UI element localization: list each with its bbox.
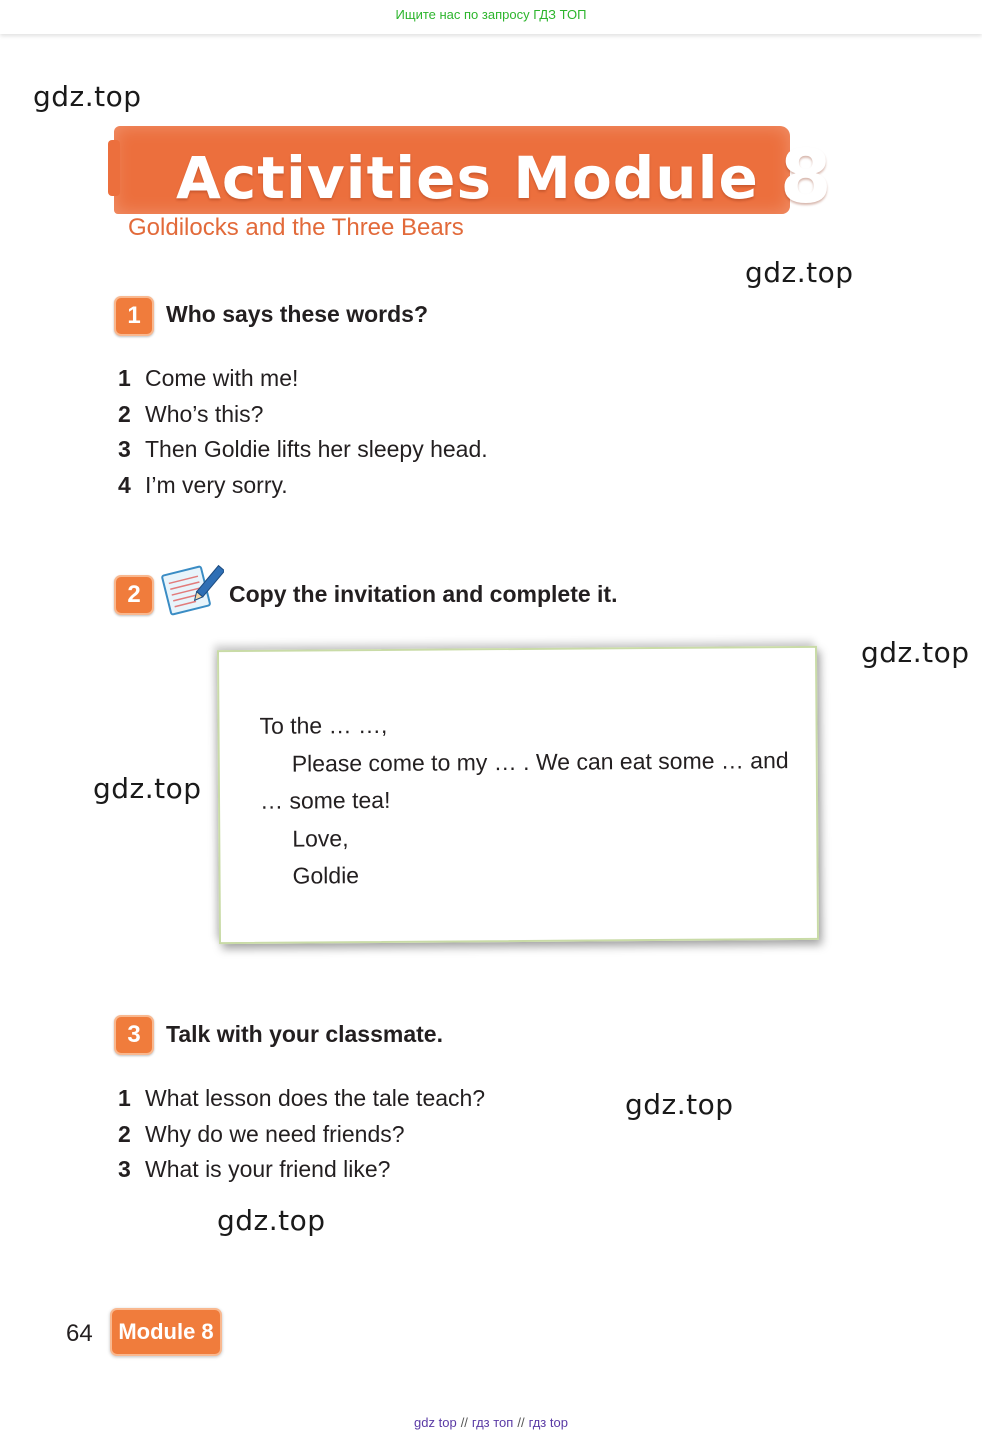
item-text: I’m very sorry.	[145, 471, 288, 498]
item-number: 3	[118, 436, 131, 463]
item-number: 1	[118, 1085, 131, 1111]
page-title	[176, 130, 833, 220]
module-tab: Module 8	[110, 1308, 222, 1356]
item-text: What is your friend like?	[145, 1156, 391, 1183]
list-item	[118, 1085, 485, 1121]
exercise-3-badge: 3	[114, 1015, 154, 1055]
title-text: Activities Module	[176, 144, 759, 212]
footer-link[interactable]: гдз top	[528, 1415, 568, 1430]
item-number: 4	[118, 471, 131, 498]
watermark: gdz.top	[625, 1088, 734, 1121]
top-banner-link[interactable]: Ищите нас по запросу ГДЗ ТОП	[395, 7, 587, 22]
link-separator: //	[460, 1415, 468, 1430]
item-number: 3	[118, 1156, 131, 1183]
invitation-card	[217, 646, 819, 944]
watermark: gdz.top	[33, 80, 142, 113]
watermark: gdz.top	[861, 636, 970, 669]
exercise-1-title: Who says these words?	[166, 301, 429, 327]
watermark: gdz.top	[745, 256, 854, 289]
item-text: What lesson does the tale teach?	[145, 1085, 486, 1111]
invitation-line: To the … …,	[259, 711, 388, 739]
exercise-3-title: Talk with your classmate.	[166, 1021, 443, 1047]
exercise-3-list	[118, 1085, 485, 1192]
exercise-2-title: Copy the invitation and complete it.	[229, 581, 618, 607]
notebook-pencil-icon	[158, 560, 224, 616]
exercise-1-list	[118, 365, 488, 507]
footer-link[interactable]: gdz top	[414, 1415, 457, 1430]
list-item	[118, 365, 488, 401]
page-subtitle: Goldilocks and the Three Bears	[128, 214, 464, 241]
top-banner	[0, 0, 982, 34]
exercise-1-badge: 1	[114, 296, 154, 336]
invitation-line: Love,	[292, 824, 349, 852]
list-item	[118, 1156, 485, 1192]
module-number: 8	[780, 134, 833, 220]
item-text: Who’s this?	[145, 400, 264, 427]
link-separator: //	[517, 1415, 525, 1430]
watermark: gdz.top	[93, 772, 202, 805]
invitation-line: … some tea!	[259, 786, 391, 814]
item-text: Then Goldie lifts her sleepy head.	[145, 436, 488, 463]
invitation-text	[259, 704, 789, 895]
invitation-line: Please come to my … . We can eat some … and	[291, 746, 789, 777]
footer-links	[0, 1415, 982, 1430]
list-item	[118, 401, 488, 437]
item-text: Why do we need friends?	[145, 1120, 405, 1147]
item-number: 1	[118, 365, 131, 391]
item-number: 2	[118, 1120, 131, 1147]
page-number: 64	[66, 1320, 93, 1347]
invitation-line: Goldie	[292, 862, 360, 889]
footer-link[interactable]: гдз топ	[471, 1415, 514, 1430]
exercise-2-badge: 2	[114, 575, 154, 615]
watermark: gdz.top	[217, 1204, 326, 1237]
list-item	[118, 436, 488, 472]
item-number: 2	[118, 400, 131, 427]
list-item	[118, 1121, 485, 1157]
list-item	[118, 472, 488, 508]
module-header-banner	[114, 126, 833, 220]
item-text: Come with me!	[145, 365, 299, 391]
